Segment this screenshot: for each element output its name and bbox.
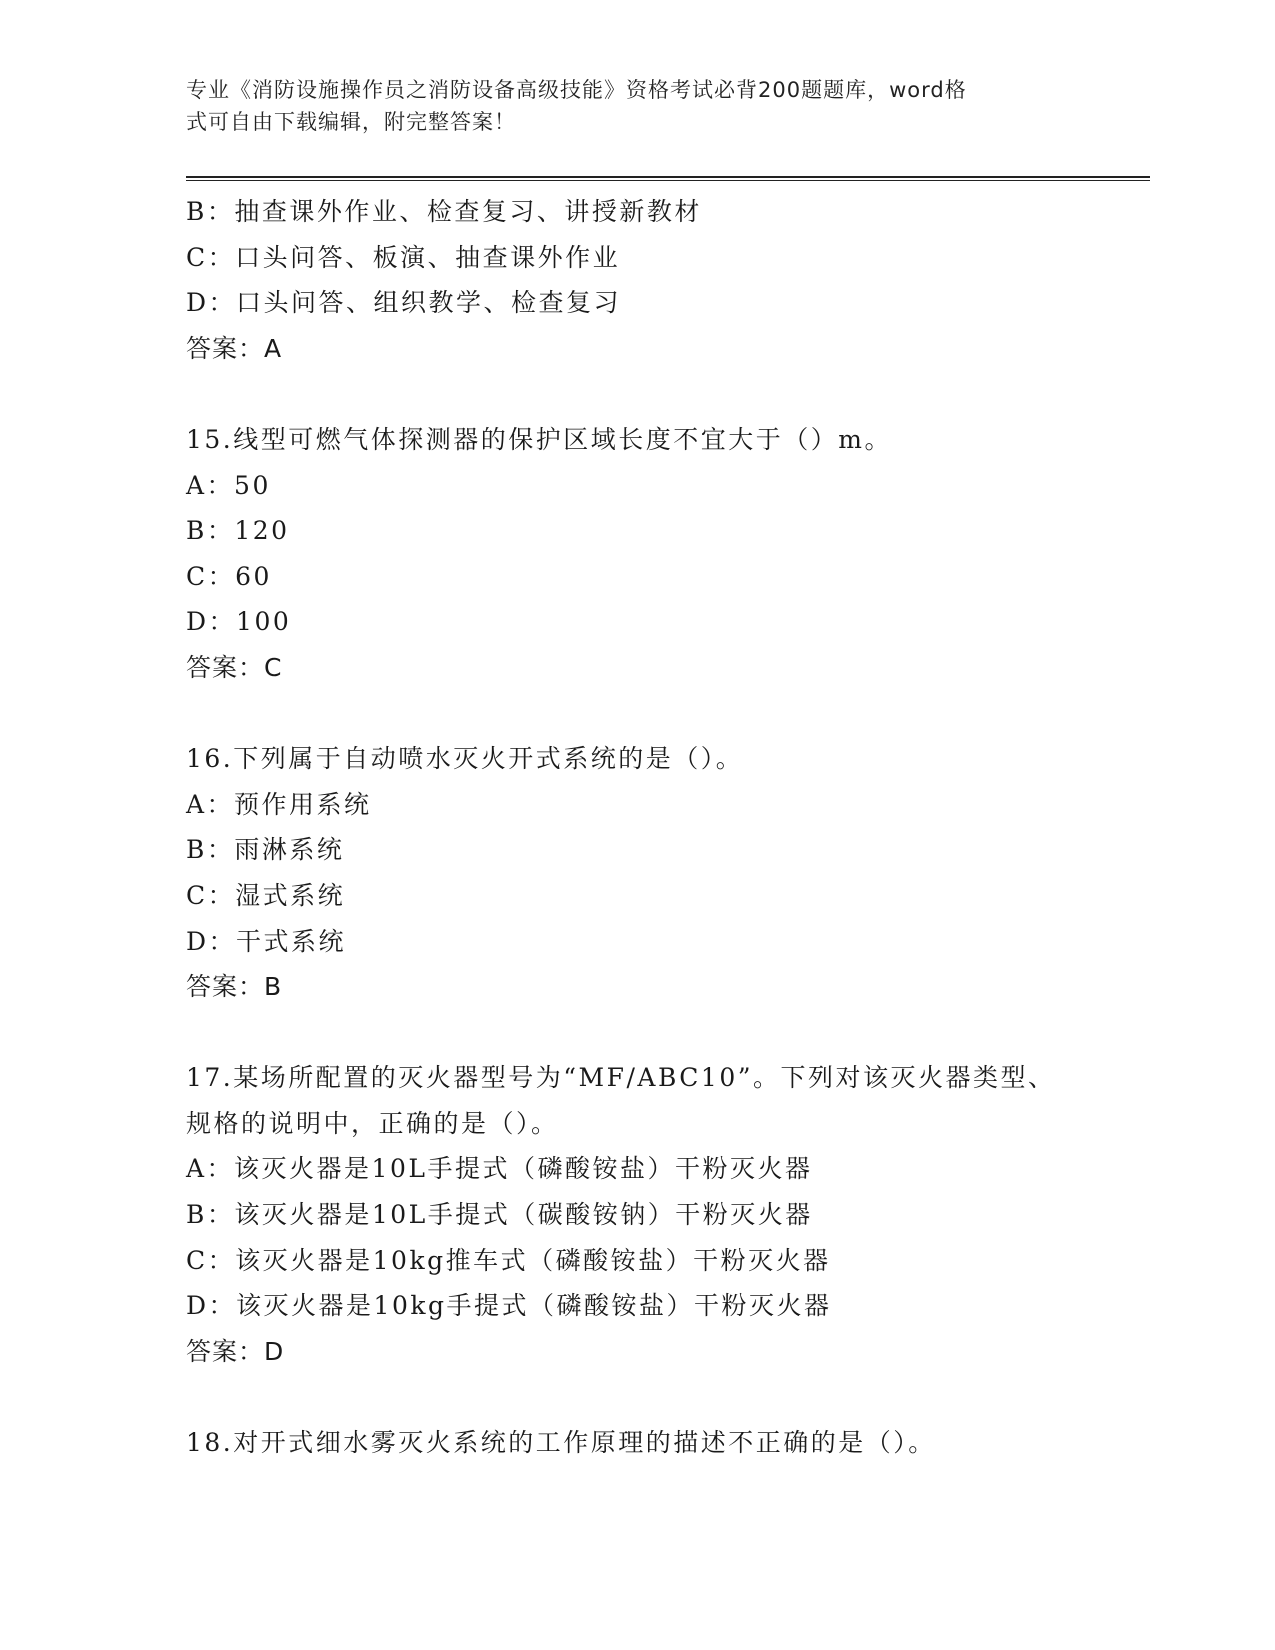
option-a: A：预作用系统 bbox=[186, 789, 372, 819]
header-title-line-1: 专业《消防设施操作员之消防设备高级技能》资格考试必背200题题库，word格 bbox=[186, 78, 967, 102]
question-stem-line-2: 规格的说明中，正确的是（）。 bbox=[186, 1108, 559, 1138]
question-15 bbox=[186, 417, 1086, 691]
document-header bbox=[186, 74, 1066, 138]
option-b: B：抽查课外作业、检查复习、讲授新教材 bbox=[186, 197, 702, 226]
option-b: B：120 bbox=[186, 516, 290, 546]
option-a: A：50 bbox=[186, 470, 271, 500]
answer-line: 答案：D bbox=[186, 1336, 285, 1366]
header-title-line-2: 式可自由下载编辑，附完整答案！ bbox=[186, 110, 516, 134]
option-c: C：湿式系统 bbox=[186, 880, 346, 910]
question-list bbox=[186, 189, 1086, 1466]
option-b: B：雨淋系统 bbox=[186, 835, 345, 865]
question-17 bbox=[186, 1055, 1086, 1374]
option-d: D：该灭火器是10kg手提式（磷酸铵盐）干粉灭火器 bbox=[186, 1291, 832, 1321]
header-divider bbox=[186, 176, 1150, 181]
option-d: D：100 bbox=[186, 607, 292, 637]
option-d: D：干式系统 bbox=[186, 926, 347, 956]
question-16 bbox=[186, 736, 1086, 1010]
question-18 bbox=[186, 1420, 1086, 1466]
answer-line: 答案：C bbox=[186, 652, 283, 682]
answer-line: 答案：A bbox=[186, 333, 283, 363]
question-stem: 18.对开式细水雾灭火系统的工作原理的描述不正确的是（）。 bbox=[186, 1428, 936, 1458]
carryover-question bbox=[186, 189, 1086, 371]
option-a: A：该灭火器是10L手提式（磷酸铵盐）干粉灭火器 bbox=[186, 1154, 813, 1184]
answer-line: 答案：B bbox=[186, 972, 283, 1002]
option-b: B：该灭火器是10L手提式（碳酸铵钠）干粉灭火器 bbox=[186, 1200, 813, 1230]
question-stem-line-1: 17.某场所配置的灭火器型号为“MF/ABC10”。下列对该灭火器类型、 bbox=[186, 1063, 1056, 1093]
question-stem: 15.线型可燃气体探测器的保护区域长度不宜大于（）m。 bbox=[186, 424, 892, 454]
option-c: C：口头问答、板演、抽查课外作业 bbox=[186, 242, 621, 272]
option-d: D：口头问答、组织教学、检查复习 bbox=[186, 288, 622, 318]
option-c: C：60 bbox=[186, 561, 272, 591]
option-c: C：该灭火器是10kg推车式（磷酸铵盐）干粉灭火器 bbox=[186, 1245, 831, 1275]
question-stem: 16.下列属于自动喷水灭火开式系统的是（）。 bbox=[186, 744, 744, 774]
